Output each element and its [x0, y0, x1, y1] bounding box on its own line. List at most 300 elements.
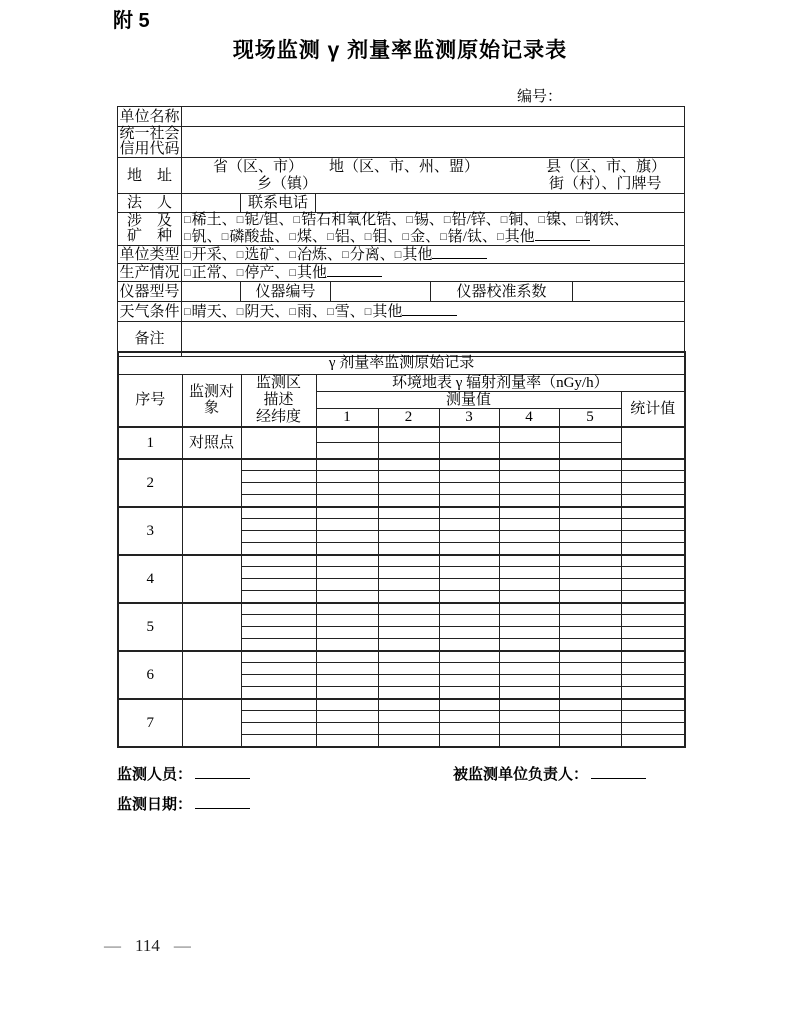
coord-cell	[241, 495, 316, 507]
production-options: □正常、□停产、□其他	[182, 264, 685, 282]
measure-cell	[439, 555, 499, 567]
credit-code-value	[182, 127, 685, 158]
responsible-signature: 被监测单位负责人：	[453, 763, 646, 784]
checkbox-option-label: 铌/钽	[244, 212, 279, 228]
checkbox-option-label: 铅/锌	[451, 212, 486, 228]
measure-cell	[559, 483, 621, 495]
checkbox-icon: □	[289, 267, 297, 279]
checkbox-option-label: 煤	[297, 229, 313, 245]
coord-cell	[241, 627, 316, 639]
checkbox-option-label: 冶炼	[297, 247, 328, 263]
row-seq: 6	[118, 651, 182, 699]
measure-cell	[316, 711, 378, 723]
page-number: — 114 —	[104, 936, 191, 955]
measure-cell	[499, 639, 559, 651]
measure-cell	[378, 495, 439, 507]
measure-cell	[439, 723, 499, 735]
stat-cell	[621, 687, 685, 699]
checkbox-icon: □	[236, 306, 244, 318]
measure-cell	[439, 651, 499, 663]
measure-cell	[499, 519, 559, 531]
coord-cell	[241, 699, 316, 711]
measure-cell	[378, 675, 439, 687]
coord-cell	[241, 579, 316, 591]
measure-cell	[378, 735, 439, 747]
row-object	[182, 459, 241, 507]
coord-cell	[241, 735, 316, 747]
measure-cell	[439, 735, 499, 747]
measure-cell	[439, 579, 499, 591]
measure-cell	[316, 531, 378, 543]
blank-line	[402, 303, 457, 316]
measure-cell	[559, 603, 621, 615]
measure-cell	[499, 603, 559, 615]
checkbox-icon: □	[327, 231, 334, 243]
coord-cell	[241, 687, 316, 699]
blank-line	[195, 795, 250, 809]
measure-cell	[439, 663, 499, 675]
measure-cell	[559, 615, 621, 627]
measure-cell	[499, 483, 559, 495]
measure-cell	[316, 483, 378, 495]
col-header-stat: 统计值	[621, 391, 685, 427]
measure-cell	[316, 627, 378, 639]
coord-cell	[241, 651, 316, 663]
instrument-model-value	[182, 282, 241, 302]
col-header-area: 监测区 描述 经纬度	[241, 374, 316, 427]
measure-cell	[378, 459, 439, 471]
checkbox-option-label: 镍	[546, 212, 562, 228]
measure-cell	[316, 459, 378, 471]
col-header-measure-2: 2	[378, 409, 439, 427]
checkbox-option-label: 锆石和氧化锆	[301, 212, 392, 228]
coord-cell	[241, 519, 316, 531]
measure-cell	[559, 579, 621, 591]
col-header-dose: 环境地表 γ 辐射剂量率（nGy/h）	[316, 374, 685, 391]
measure-cell	[499, 627, 559, 639]
measure-cell	[378, 531, 439, 543]
col-header-measure-4: 4	[499, 409, 559, 427]
row-seq: 1	[118, 427, 182, 459]
measure-cell	[439, 495, 499, 507]
measure-cell	[499, 675, 559, 687]
measure-cell	[499, 591, 559, 603]
row-seq: 4	[118, 555, 182, 603]
measure-cell	[559, 711, 621, 723]
measure-cell	[499, 443, 559, 459]
checkbox-icon: □	[500, 214, 508, 226]
checkbox-option-label: 铝	[334, 229, 350, 245]
measure-cell	[559, 651, 621, 663]
measure-cell	[378, 663, 439, 675]
stat-cell	[621, 735, 685, 747]
coord-cell	[241, 723, 316, 735]
measure-cell	[559, 459, 621, 471]
measure-cell	[378, 603, 439, 615]
checkbox-icon: □	[184, 267, 191, 279]
address-street: 街（村）、门牌号	[549, 176, 662, 192]
measure-cell	[316, 735, 378, 747]
stat-cell	[621, 675, 685, 687]
measure-cell	[378, 543, 439, 555]
measure-cell	[559, 427, 621, 443]
measure-cell	[378, 639, 439, 651]
coord-cell	[241, 591, 316, 603]
coord-cell	[241, 483, 316, 495]
col-header-measure-5: 5	[559, 409, 621, 427]
measure-cell	[499, 495, 559, 507]
measure-cell	[316, 687, 378, 699]
checkbox-icon: □	[184, 214, 191, 226]
minerals-value	[182, 213, 685, 246]
phone-label: 联系电话	[241, 194, 316, 213]
measure-cell	[559, 735, 621, 747]
checkbox-option-label: 正常	[191, 265, 222, 281]
measure-cell	[316, 543, 378, 555]
stat-cell	[621, 639, 685, 651]
unit-type-label: 单位类型	[119, 246, 180, 263]
checkbox-option-label: 其他	[297, 265, 328, 281]
measure-cell	[439, 615, 499, 627]
measure-cell	[316, 443, 378, 459]
measure-cell	[378, 471, 439, 483]
checkbox-icon: □	[538, 214, 546, 226]
measure-cell	[439, 603, 499, 615]
measure-cell	[378, 519, 439, 531]
measure-cell	[559, 495, 621, 507]
instrument-serial-value	[331, 282, 431, 302]
measure-cell	[439, 543, 499, 555]
measure-cell	[378, 579, 439, 591]
row-object	[182, 603, 241, 651]
measure-cell	[316, 615, 378, 627]
measure-cell	[378, 723, 439, 735]
attachment-label: 附 5	[113, 10, 150, 32]
checkbox-icon: □	[184, 249, 191, 261]
checkbox-icon: □	[364, 231, 372, 243]
measure-cell	[316, 495, 378, 507]
legal-person-value	[182, 194, 241, 213]
address-county: 县（区、市、旗）	[546, 159, 667, 175]
measure-cell	[439, 687, 499, 699]
coord-cell	[241, 471, 316, 483]
checkbox-icon: □	[364, 306, 372, 318]
record-table	[117, 351, 686, 748]
measure-cell	[559, 543, 621, 555]
measure-cell	[499, 507, 559, 519]
dash-right: —	[173, 936, 191, 955]
measure-cell	[378, 627, 439, 639]
measure-cell	[316, 639, 378, 651]
instrument-serial-label: 仪器编号	[241, 282, 331, 302]
checkbox-option-label: 稀土	[191, 212, 222, 228]
measure-cell	[559, 591, 621, 603]
coord-cell	[241, 543, 316, 555]
measure-cell	[316, 507, 378, 519]
measure-cell	[378, 615, 439, 627]
stat-cell	[621, 495, 685, 507]
blank-line	[535, 228, 590, 241]
date-signature: 监测日期：	[117, 793, 250, 814]
measure-cell	[439, 471, 499, 483]
measure-cell	[378, 699, 439, 711]
record-table-body	[118, 427, 685, 747]
stat-cell	[621, 519, 685, 531]
col-header-measure-1: 1	[316, 409, 378, 427]
calibration-label: 仪器校准系数	[431, 282, 573, 302]
coord-cell	[241, 663, 316, 675]
address-prefecture: 地（区、市、州、盟）	[329, 159, 480, 175]
measure-cell	[499, 471, 559, 483]
measure-cell	[378, 687, 439, 699]
measure-cell	[559, 723, 621, 735]
col-header-seq: 序号	[118, 374, 182, 427]
minerals-line-2: □钒、□磷酸盐、□煤、□铝、□钼、□金、□锗/钛、□其他	[184, 228, 684, 245]
checkbox-icon: □	[443, 214, 451, 226]
measure-cell	[559, 687, 621, 699]
measure-cell	[499, 687, 559, 699]
blank-line	[327, 264, 382, 277]
coord-cell	[241, 639, 316, 651]
row-seq: 7	[118, 699, 182, 747]
measure-cell	[499, 567, 559, 579]
measure-cell	[439, 483, 499, 495]
measure-cell	[559, 471, 621, 483]
calibration-value	[573, 282, 685, 302]
stat-cell	[621, 603, 685, 615]
measure-cell	[559, 663, 621, 675]
minerals-label: 涉 及 矿 种	[118, 213, 182, 246]
measure-cell	[439, 567, 499, 579]
monitor-signature: 监测人员：	[117, 763, 250, 784]
remarks-label: 备注	[118, 322, 182, 357]
stat-cell	[621, 459, 685, 471]
measure-cell	[378, 555, 439, 567]
stat-cell	[621, 591, 685, 603]
checkbox-option-label: 开采	[191, 247, 222, 263]
stat-cell	[621, 567, 685, 579]
measure-cell	[439, 531, 499, 543]
record-section-title: γ 剂量率监测原始记录	[118, 352, 685, 374]
checkbox-option-label: 金	[410, 229, 426, 245]
measure-cell	[316, 651, 378, 663]
measure-cell	[559, 627, 621, 639]
stat-cell	[621, 651, 685, 663]
measure-cell	[378, 651, 439, 663]
measure-cell	[559, 443, 621, 459]
stat-cell	[621, 471, 685, 483]
blank-line	[591, 765, 646, 779]
coord-cell	[241, 567, 316, 579]
checkbox-icon: □	[327, 306, 334, 318]
checkbox-option-label: 雪	[334, 304, 350, 320]
row-object	[182, 699, 241, 747]
measure-cell	[499, 651, 559, 663]
row-object: 对照点	[182, 427, 241, 459]
measure-cell	[316, 567, 378, 579]
stat-cell	[621, 507, 685, 519]
coord-cell	[241, 507, 316, 519]
measure-cell	[559, 555, 621, 567]
measure-cell	[499, 427, 559, 443]
coord-cell	[241, 603, 316, 615]
checkbox-icon: □	[236, 249, 244, 261]
measure-cell	[316, 427, 378, 443]
stat-cell	[621, 427, 685, 459]
col-header-measurement: 测量值	[316, 391, 621, 409]
document-number-label: 编号：	[517, 89, 563, 105]
stat-cell	[621, 711, 685, 723]
measure-cell	[499, 711, 559, 723]
col-header-measure-3: 3	[439, 409, 499, 427]
checkbox-icon: □	[184, 306, 191, 318]
weather-label: 天气条件	[119, 303, 180, 320]
page-title: 现场监测 γ 剂量率监测原始记录表	[232, 39, 568, 62]
stat-cell	[621, 531, 685, 543]
coord-cell	[241, 675, 316, 687]
stat-cell	[621, 615, 685, 627]
checkbox-icon: □	[289, 306, 297, 318]
measure-cell	[316, 699, 378, 711]
phone-value	[316, 194, 685, 213]
measure-cell	[439, 591, 499, 603]
measure-cell	[316, 603, 378, 615]
coord-cell	[241, 615, 316, 627]
measure-cell	[316, 471, 378, 483]
production-label: 生产情况	[119, 264, 180, 281]
stat-cell	[621, 627, 685, 639]
measure-cell	[499, 699, 559, 711]
stat-cell	[621, 723, 685, 735]
checkbox-icon: □	[342, 249, 349, 261]
measure-cell	[316, 519, 378, 531]
measure-cell	[316, 555, 378, 567]
measure-cell	[499, 735, 559, 747]
measure-cell	[439, 675, 499, 687]
minerals-line-1: □稀土、□铌/钽、□锆石和氧化锆、□锡、□铅/锌、□铜、□镍、□钢铁、	[184, 212, 629, 228]
measure-cell	[439, 459, 499, 471]
measure-cell	[316, 675, 378, 687]
row-object	[182, 555, 241, 603]
checkbox-option-label: 其他	[504, 229, 535, 245]
measure-cell	[499, 555, 559, 567]
address-value	[182, 158, 685, 194]
unit-type-options: □开采、□选矿、□冶炼、□分离、□其他	[182, 246, 685, 264]
unit-name-label: 单位名称	[119, 108, 180, 125]
measure-cell	[559, 507, 621, 519]
checkbox-option-label: 铜	[508, 212, 524, 228]
checkbox-option-label: 晴天	[191, 304, 222, 320]
stat-cell	[621, 483, 685, 495]
measure-cell	[316, 723, 378, 735]
stat-cell	[621, 555, 685, 567]
measure-cell	[499, 579, 559, 591]
blank-line	[432, 246, 487, 259]
instrument-model-label: 仪器型号	[119, 283, 180, 300]
unit-name-value	[182, 107, 685, 127]
checkbox-icon: □	[184, 231, 191, 243]
checkbox-option-label: 其他	[402, 247, 433, 263]
measure-cell	[499, 543, 559, 555]
measure-cell	[499, 723, 559, 735]
coord-cell	[241, 459, 316, 471]
measure-cell	[439, 507, 499, 519]
measure-cell	[559, 519, 621, 531]
measure-cell	[499, 531, 559, 543]
checkbox-icon: □	[406, 214, 413, 226]
checkbox-icon: □	[576, 214, 583, 226]
row-seq: 3	[118, 507, 182, 555]
checkbox-option-label: 钼	[372, 229, 388, 245]
credit-code-label: 统一社会 信用代码	[119, 126, 180, 157]
measure-cell	[559, 699, 621, 711]
checkbox-icon: □	[236, 267, 244, 279]
stat-cell	[621, 699, 685, 711]
measure-cell	[378, 591, 439, 603]
checkbox-option-label: 阴天	[244, 304, 275, 320]
weather-options: □晴天、□阴天、□雨、□雪、□其他	[182, 302, 685, 322]
measure-cell	[378, 427, 439, 443]
measure-cell	[316, 591, 378, 603]
checkbox-icon: □	[402, 231, 410, 243]
measure-cell	[499, 459, 559, 471]
address-province: 省（区、市）	[213, 159, 304, 175]
checkbox-option-label: 锡	[413, 212, 429, 228]
address-label: 地 址	[118, 158, 182, 194]
measure-cell	[499, 663, 559, 675]
checkbox-icon: □	[289, 249, 297, 261]
measure-cell	[559, 675, 621, 687]
coord-cell	[241, 531, 316, 543]
blank-line	[195, 765, 250, 779]
measure-cell	[439, 639, 499, 651]
checkbox-icon: □	[496, 231, 504, 243]
stat-cell	[621, 579, 685, 591]
coord-cell	[241, 427, 316, 459]
measure-cell	[378, 567, 439, 579]
measure-cell	[439, 699, 499, 711]
unit-info-table	[117, 106, 685, 357]
row-seq: 2	[118, 459, 182, 507]
measure-cell	[499, 615, 559, 627]
coord-cell	[241, 711, 316, 723]
measure-cell	[378, 507, 439, 519]
checkbox-icon: □	[394, 249, 402, 261]
measure-cell	[559, 639, 621, 651]
checkbox-option-label: 磷酸盐	[229, 229, 275, 245]
col-header-object: 监测对象	[182, 374, 241, 427]
checkbox-option-label: 钢铁	[583, 212, 614, 228]
measure-cell	[378, 443, 439, 459]
checkbox-icon: □	[221, 231, 229, 243]
measure-cell	[439, 627, 499, 639]
coord-cell	[241, 555, 316, 567]
address-township: 乡（镇）	[257, 176, 318, 192]
checkbox-icon: □	[236, 214, 244, 226]
measure-cell	[316, 663, 378, 675]
checkbox-option-label: 分离	[349, 247, 380, 263]
measure-cell	[439, 427, 499, 443]
row-object	[182, 651, 241, 699]
row-object	[182, 507, 241, 555]
stat-cell	[621, 543, 685, 555]
checkbox-icon: □	[293, 214, 301, 226]
checkbox-option-label: 锗/钛	[447, 229, 482, 245]
checkbox-icon: □	[289, 231, 297, 243]
measure-cell	[378, 711, 439, 723]
checkbox-option-label: 停产	[244, 265, 275, 281]
checkbox-option-label: 其他	[372, 304, 403, 320]
